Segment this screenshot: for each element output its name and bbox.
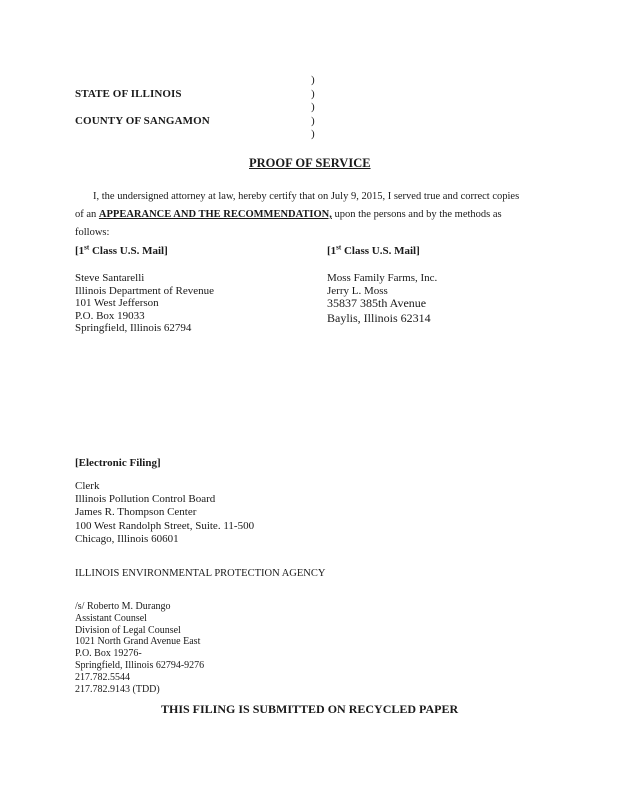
- caption-paren: ): [311, 115, 315, 127]
- address-line: Illinois Pollution Control Board: [75, 493, 216, 506]
- caption-county: COUNTY OF SANGAMON: [75, 115, 210, 127]
- address-line: Steve Santarelli: [75, 272, 145, 284]
- address-line: 100 West Randolph Street, Suite. 11-500: [75, 519, 255, 532]
- address-line: Springfield, Illinois 62794: [75, 322, 192, 334]
- signature-line: Assistant Counsel: [75, 612, 147, 624]
- address-line: P.O. Box 19033: [75, 309, 145, 322]
- signature-line: 217.782.5544: [75, 671, 130, 683]
- address-line: Chicago, Illinois 60601: [75, 532, 179, 545]
- recycled-paper-notice: THIS FILING IS SUBMITTED ON RECYCLED PAPER: [161, 702, 459, 716]
- address-line: Moss Family Farms, Inc.: [327, 272, 438, 284]
- address-line: Clerk: [75, 480, 100, 492]
- certification-line-2: of an APPEARANCE AND THE RECOMMENDATION, upon the persons and by the methods as: [75, 209, 502, 220]
- caption-state: STATE OF ILLINOIS: [75, 88, 182, 100]
- signature-line: Springfield, Illinois 62794-9276: [75, 659, 205, 671]
- signature-line: /s/ Roberto M. Durango: [75, 601, 171, 612]
- address-line: Illinois Department of Revenue: [75, 284, 214, 297]
- page-title: PROOF OF SERVICE: [249, 156, 371, 170]
- service-method-right: [1st Class U.S. Mail]: [327, 243, 420, 257]
- address-line: Baylis, Illinois 62314: [327, 311, 431, 325]
- caption-paren: ): [311, 88, 315, 100]
- certification-line-3: follows:: [75, 227, 110, 238]
- signature-line: P.O. Box 19276-: [75, 648, 142, 660]
- signature-block: [75, 601, 204, 695]
- caption-paren: ): [311, 101, 315, 113]
- address-line: 101 West Jefferson: [75, 297, 159, 309]
- caption-paren: ): [311, 74, 315, 86]
- signature-line: Division of Legal Counsel: [75, 624, 181, 636]
- served-documents: APPEARANCE AND THE RECOMMENDATION,: [98, 209, 332, 220]
- caption-paren: ): [311, 128, 315, 140]
- agency-name: ILLINOIS ENVIRONMENTAL PROTECTION AGENCY: [75, 568, 326, 579]
- address-line: 35837 385th Avenue: [327, 296, 427, 310]
- service-method-left: [1st Class U.S. Mail]: [75, 243, 168, 257]
- signature-line: 217.782.9143 (TDD): [75, 683, 160, 695]
- service-method-electronic: [Electronic Filing]: [75, 457, 161, 469]
- recipient-address-right-street: [327, 296, 431, 326]
- address-line: James R. Thompson Center: [75, 506, 197, 519]
- recipient-address-right: [327, 272, 437, 297]
- signature-line: 1021 North Grand Avenue East: [75, 636, 201, 648]
- address-line: Jerry L. Moss: [327, 284, 388, 297]
- certification-line-1: I, the undersigned attorney at law, hereby certify that on July 9, 2015, I served true and correct copies: [93, 191, 520, 202]
- recipient-address-left: [75, 272, 214, 335]
- clerk-address: [75, 480, 254, 546]
